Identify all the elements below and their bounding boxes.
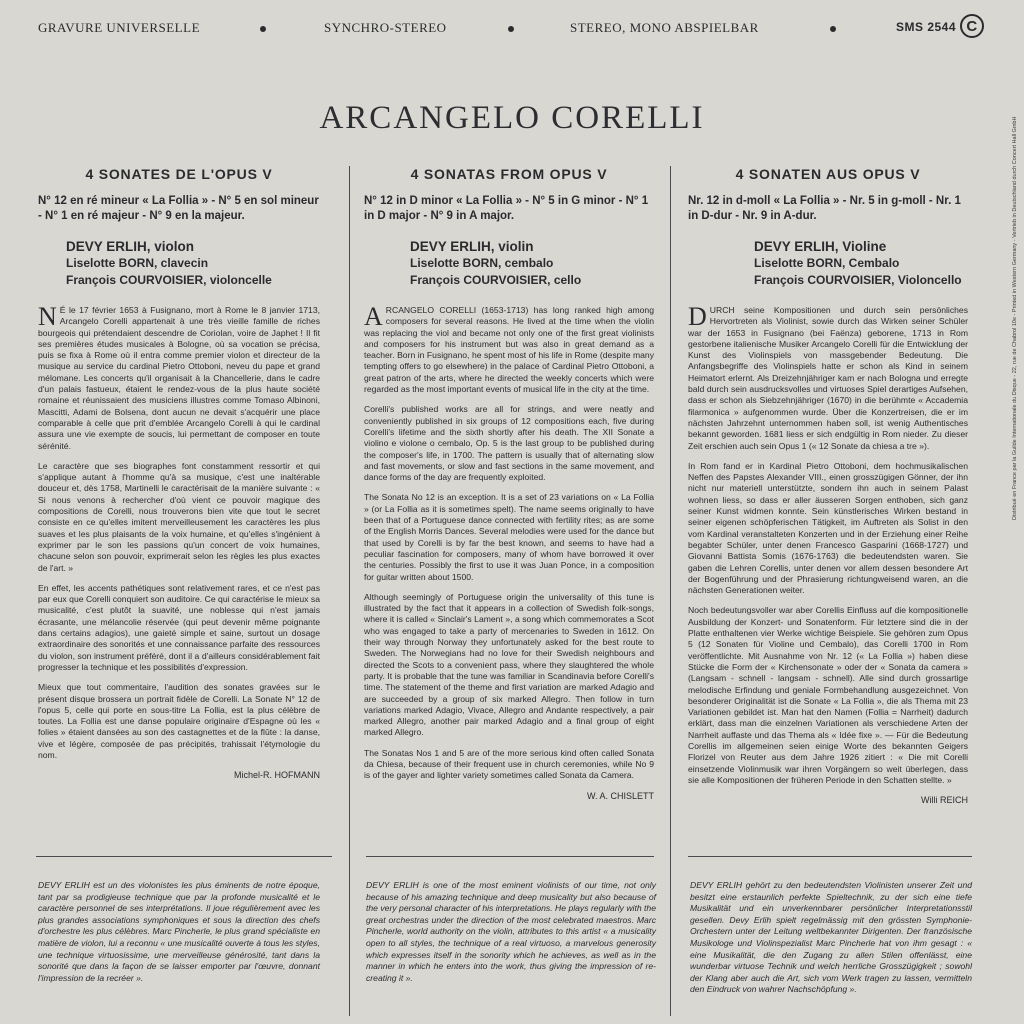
page-title: ARCANGELO CORELLI bbox=[319, 100, 705, 136]
paragraph-text: RCANGELO CORELLI (1653-1713) has long ranked high among composers for several reasons. He lived at the time when the violin was replacing the viol and became not only one of the first great violinists and composers for his instrument but was also in great demand as a teacher. Born in Fusignano, he spent most of his life in Rome (despite many tempting offers to go elsewhere) in the palace of Cardinal Pietro Ottoboni, a great patron of the arts, where he directed the weekly concerts which were regarded as the most important events of musical life in the city at the time. bbox=[364, 305, 654, 395]
artist-cello: François COURVOISIER, cello bbox=[410, 273, 582, 287]
drop-cap: N bbox=[38, 302, 57, 331]
paragraph: Noch bedeutungsvoller war aber Corellis Einfluss auf die kompositionelle Ausbildung der Konzert- und Sonatenform. Für letztere sind die in der Platte enthaltenen vier Werke wichtige Beispiele. Sie gehören zum Opus 5 (12 Sonaten für Violine und Cembalo), das Corelli 1700 in Rom veröffentlichte. Mit Ausnahme von Nr. 12 (« La Follia ») haben diese Stücke die Form der « Kirchensonate » oder der « Sonata da camera » (Langsam - schnell - langsam - schnell). Alle sind durch grossartige melodische Erfindung und geniale Formbehandlung ausgezeichnet. Von besonderer Originalität ist die Sonate « La Follia », die als Thema mit 23 Variationen gebildet ist. Man hat den Namen (Follia = Narrheit) dadurch erklärt, dass man die einzelnen Variationen als verschiedene Arten der Narrheit auffaste und das Thema als « Idée fixe ». — Für die Bedeutung Corellis im allgemeinen seien einige Worte des bekannten Geigers Florizel von Reuter aus dem Jahre 1926 zitiert : « Die mit Corelli einsetzende Violinmusik war ihren Vorgängern so weit überlegen, dass sie alle Kompositionen der früheren Periode in den Schatten stellte. » bbox=[688, 605, 968, 785]
artist-violin: DEVY ERLIH, violin bbox=[410, 239, 534, 254]
artist-harpsichord: Liselotte BORN, cembalo bbox=[410, 256, 554, 270]
paragraph-text: URCH seine Kompositionen und durch sein persönliches Hervortreten als Violinist, sowie durch das Wirken seiner Schüler war der 1653 in Fusignano (bei Faënza) geborene, 1713 in Rom gestorbene italienische Musiker Arcangelo Corelli für die Entwicklung der Kunst des Violinspiels von massgebender Bedeutung. Die Anfangsbegriffe des Violinspiels hatte er schon als Kind in seinem Heimatort erlernt. Als Dreizehnjähriger kam er nach Bologna und erregte bald durch sein ausdrucksvolles und virtuoses Spiel derartiges Aufsehen, dass er schon als Siebzehnjähriger (1670) in die berühmte « Accademia filarmonica » aufgenommen wurde. Über die Konzertreisen, die er im nächsten Jahrzehnt unternommen haben soll, ist wenig Authentisches bekannt geworden. 1681 liess er sich endgültig in Rom nieder. Zu dieser Zeit erschien auch sein Opus 1 (« 12 Sonate da chiesa a tre »). bbox=[688, 305, 968, 451]
header-label-synchro: SYNCHRO-STEREO bbox=[324, 20, 447, 35]
artist-bio-french: DEVY ERLIH est un des violonistes les plus éminents de notre époque, tant par sa prodigieuse technique que par la profonde musicalité et le caractère personnel de ses interprétations. Il joue régulièrement avec les plus grandes associations symphoniques et sous la direction des chefs d'orchestre les plus célèbres. Marc Pincherle, le plus grand spécialiste en matière de violon, lui a reconnu « une musicalité ouverte à tous les styles, une technique virtuosissime, une merveilleuse générosité, tant dans la sonorité que dans la façon de se laisser emporter par l'œuvre, donnant l'impression de la recréer ». bbox=[38, 880, 320, 983]
section-divider bbox=[688, 856, 972, 857]
artist-cello: François COURVOISIER, Violoncello bbox=[754, 273, 962, 287]
paragraph: The Sonatas Nos 1 and 5 are of the more serious kind often called Sonata da Chiesa, because of their frequent use in church ceremonies, while No 9 is of the gayer and lighter variety sometimes called Sonata da Camera. bbox=[364, 747, 654, 781]
sonata-list: Nr. 12 in d-moll « La Follia » - Nr. 5 in g-moll - Nr. 1 in D-dur - Nr. 9 in A-dur. bbox=[688, 195, 961, 222]
column-english bbox=[364, 166, 654, 802]
catalog-number: SMS 2544 bbox=[896, 20, 957, 34]
artist-violin: DEVY ERLIH, violon bbox=[66, 239, 195, 254]
header-bar bbox=[38, 14, 984, 42]
drop-cap: D bbox=[688, 302, 707, 331]
paragraph: Mieux que tout commentaire, l'audition des sonates gravées sur le présent disque brossera un portrait fidèle de Corelli. La Sonate N° 12 de l'opus 5, celle qui porte en sous-titre La Follia, est la plus célèbre de toutes. La Follia est une danse populaire originaire d'Espagne où les « folies » étaient dansées au son des castagnettes et de la flûte : la danse, vive et légère, composée de pas précipités, trahissait l'étymologie du nom. bbox=[38, 682, 320, 760]
paragraph bbox=[688, 302, 968, 452]
paragraph: Corelli's published works are all for strings, and were neatly and conveniently published in six groups of 12 compositions each, five during Corelli's lifetime and the sixth shortly after his death. The XII Sonate a violino e violone o cembalo, Op. 5 is the last group to be published during the composer's life, in 1700. The pattern is usually that of alternating slow and fast movements, or slow and fast sections in the same movement, and dance forms of the day are frequently exploited. bbox=[364, 404, 654, 483]
column-heading: 4 SONATAS FROM OPUS V bbox=[410, 166, 608, 182]
bullet-icon bbox=[830, 26, 836, 32]
artist-harpsichord: Liselotte BORN, clavecin bbox=[66, 256, 209, 270]
copyright-icon: C bbox=[960, 14, 984, 38]
column-divider bbox=[349, 166, 350, 1016]
author-signature: Michel-R. HOFMANN bbox=[233, 770, 320, 781]
artist-credits bbox=[364, 238, 654, 289]
liner-notes-text bbox=[688, 302, 968, 806]
distribution-note: Distribué en France par la Guilde Internationale du Disque - 22, rue de Chabrol 10e - Printed in Western Germany - Vertrieb in Deutschland durch Concert Hall GmbH bbox=[1012, 116, 1018, 520]
paragraph: The Sonata No 12 is an exception. It is a set of 23 variations on « La Follia » (or La Follia as it is sometimes spelt). The name seems originally to have been that of a Portuguese dance connected with fertility rites; as are some of the English Morris Dances. Several melodies were used for the dance but that used by Corelli is by far the best known, and seems to have had a peculiar fascination for composers, many of whom have borrowed it over the centuries. Possibly the first to use it was Juan Ponce, in a composition for guitar written about 1500. bbox=[364, 492, 654, 582]
bullet-icon bbox=[260, 26, 266, 32]
drop-cap: A bbox=[364, 302, 383, 331]
header-label-gravure: GRAVURE UNIVERSELLE bbox=[38, 20, 201, 35]
bullet-icon bbox=[508, 26, 514, 32]
artist-harpsichord: Liselotte BORN, Cembalo bbox=[754, 256, 900, 270]
artist-bio-german: DEVY ERLIH gehört zu den bedeutendsten Violinisten unserer Zeit und besitzt eine erstaunlich perfekte Spieltechnik, zu der sich eine tiefe Musikalität und ein unverkennbarer persönlicher Interpretationsstil gesellen. Devy Erlih spielt regelmässig mit den grössten Symphonie-Orchestern unter der Leitung weltbekannter Dirigenten. Der französische Musikologe und Violinspezialist Marc Pincherle hat von ihm gesagt : « eine Musikalität, die den Zugang zu allen Stilen offenlässt, eine wunderbar virtuose Technik und welch herrliche Grosszügigkeit ; sowohl der Klang aber auch die Art, sich vom Werk tragen zu lassen, vermitteln den Eindruck von wahrer Nachschöpfung ». bbox=[690, 880, 972, 995]
paragraph: Although seemingly of Portuguese origin the universality of this tune is illustrated by the fact that it appears in a collection of Swedish folk-songs, where it is called « Sinclair's Lament », a song which commemorates a Scot who was engaged to take a party of mercenaries to Sweden in 1612. On their way through Norway they unfortunately asked for the best route to Sweden. The Norwegians had no love for their Swedish neighbours and directed the Scots to a convenient pass, where they slaughtered the whole party. It is probable that the tune was familiar in Scandinavia before Corelli's time. The statement of the theme and first variation are marked Adagio and are succeeded by a group of six marked Allegro. Then follow in turn variations marked Adagio, Vivace, Allegro and Andante respectively, a pair marked Allegro, another pair marked Adagio and a final group of eight marked Allegro. bbox=[364, 591, 654, 738]
artist-credits bbox=[688, 238, 968, 289]
paragraph-text: É le 17 février 1653 à Fusignano, mort à Rome le 8 janvier 1713, Arcangelo Corelli appartenait à une très vieille famille de riches bourgeois qui prétendaient descendre de Coriolan, voire de Japhet ! Il fit ses premières études musicales à Bologne, où sa vocation se précisa, puis se fixa à Rome où il entra comme premier violon et directeur de la musique au service du cardinal Pietro Ottoboni, neveu du pape et grand mélomane. Les concerts qu'il organisait à la Chancellerie, dans le cadre d'un palais fastueux, étaient le rendez-vous de la plus haute société romaine et réunissaient des musiciens illustres comme Tomaso Albinoni, Mascitti, Adami de Bolsena, dont aucun ne devait s'acquérir une place comparable à celle que prit d'emblée Arcangelo Corelli à qui le cardinal assura une vie exempte de soucis, lui permettant de composer en toute sérénité. bbox=[38, 305, 320, 451]
column-divider bbox=[670, 166, 671, 1016]
artist-cello: François COURVOISIER, violoncelle bbox=[66, 273, 272, 287]
author-signature: W. A. CHISLETT bbox=[586, 790, 654, 801]
artist-violin: DEVY ERLIH, Violine bbox=[754, 239, 887, 254]
liner-notes-text bbox=[38, 302, 320, 782]
section-divider bbox=[36, 856, 332, 857]
paragraph bbox=[364, 302, 654, 395]
sonata-list: N° 12 en ré mineur « La Follia » - N° 5 en sol mineur - N° 1 en ré majeur - N° 9 en la majeur. bbox=[38, 195, 319, 222]
artist-bio-english: DEVY ERLIH is one of the most eminent violinists of our time, not only because of his amazing technique and deep musicality but also because of the very personal character of his interpretations. He plays regularly with the great orchestras under the direction of the most celebrated maestros. Marc Pincherle, world authority on the violin, attributes to this artist « a musicality open to all styles, the technique of a real virtuoso, a marvelous generosity which expresses itself in the sonority which he achieves, as well as in the manner in which he enters into the work, thus giving the impression of re-creating it ». bbox=[366, 880, 656, 983]
paragraph bbox=[38, 302, 320, 452]
column-french bbox=[38, 166, 320, 782]
section-divider bbox=[366, 856, 654, 857]
paragraph: En effet, les accents pathétiques sont relativement rares, et ce n'est pas par eux que Corelli conquiert son auditoire. Ce qui caractérise le mieux sa musicalité, c'est plutôt la suavité, une noblesse qui n'est jamais écrasante, une mélancolie réservée (qui peut devenir même poignante dans certains adagios), une gaieté simple et saine, surtout un dosage extraordinaire des sonorités et une connaissance parfaite des ressources du violon, son instrument préféré, dont il a d'ailleurs considérablement fait progresser la technique et les possibilités d'expression. bbox=[38, 582, 320, 672]
column-heading: 4 SONATEN AUS OPUS V bbox=[735, 166, 921, 182]
author-signature: Willi REICH bbox=[921, 795, 968, 806]
column-german bbox=[688, 166, 968, 806]
column-heading: 4 SONATES DE L'OPUS V bbox=[85, 166, 273, 182]
sonata-list: N° 12 in D minor « La Follia » - N° 5 in G minor - N° 1 in D major - N° 9 in A major. bbox=[364, 195, 649, 222]
paragraph: Le caractère que ses biographes font constamment ressortir et qui s'applique autant à l'homme qu'à sa musique, c'est une inaltérable douceur et, dès 1758, Martinelli le caractérisait de la manière suivante : « Si nous venons à rechercher d'où vient ce pouvoir magique des compositions de Corelli, nous trouverons bien vite que tout le secret consiste en ce qu'elles imitent merveilleusement les caractères les plus suaves et les plus plaisants de la voix humaine, et qu'elles s'ingénient à exprimer par le son les passions qu'un concert de voix humaines, chacune selon son pouvoir, exprimerait selon les règles les plus exactes de l'art. » bbox=[38, 460, 320, 573]
header-label-stereo: STEREO, MONO ABSPIELBAR bbox=[570, 20, 759, 35]
liner-notes-text bbox=[364, 302, 654, 802]
artist-credits bbox=[38, 238, 320, 289]
paragraph: In Rom fand er in Kardinal Pietro Ottoboni, dem hochmusikalischen Neffen des Papstes Alexander VIII., einen grosszügigen Gönner, der ihn nicht nur materiell unterstützte, sondern ihn auch in seinem Palast wohnen liess, so dass er aller äusseren Sorgen enthoben, sich ganz seiner Kunst widmen konnte. Sein künstlerisches Wirken bestand in seiner eigenen schöpferischen Tätigkeit, im Auftreten als Solist in den vom Kardinal veranstalteten Konzerten und in der Erziehung einer Reihe begabter Schüler, unter denen Francesco Gasparini (1668-1727) und Giovanni Battista Somis (1676-1763) die bedeutendsten waren. Sie gaben die Lehren Corellis, unter denen vor allem dessen besondere Art der Bogenführung und der Phrasierung richtungweisend waren, an die nächsten Generationen weiter. bbox=[688, 460, 968, 596]
